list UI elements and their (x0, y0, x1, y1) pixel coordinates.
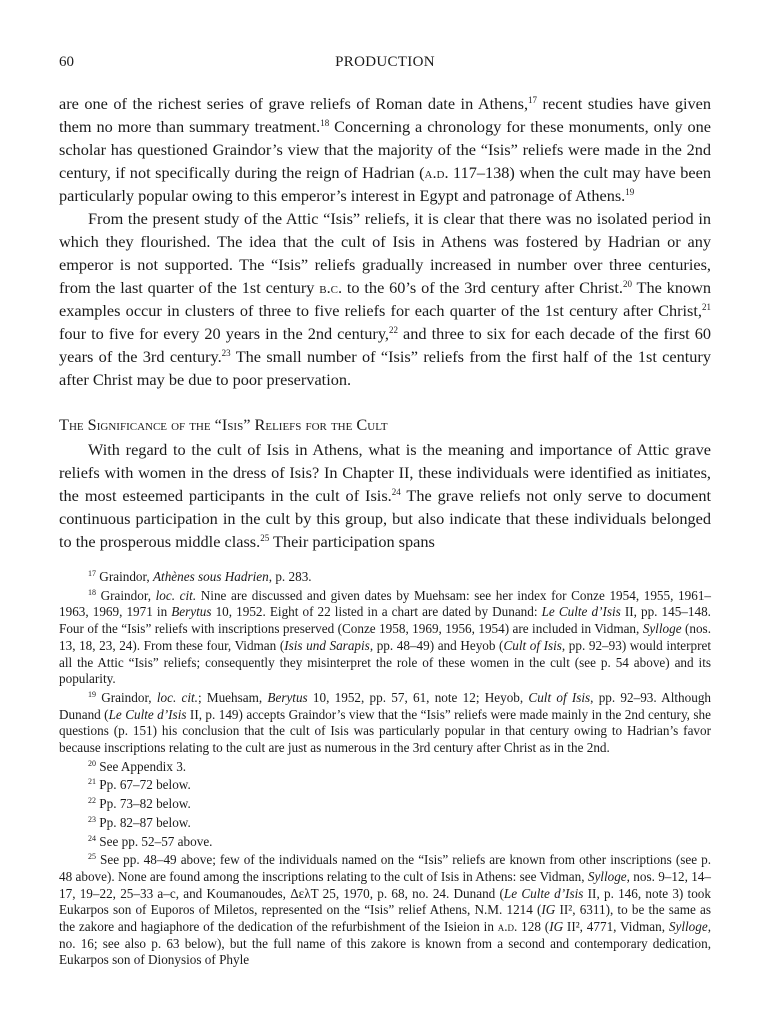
footnote-text: 10, 1952. Eight of 22 listed in a chart are dated by Dunand: (211, 604, 542, 620)
footnotes (59, 569, 711, 969)
footnote-text: See Appendix 3. (96, 758, 187, 774)
footnote-23 (59, 815, 711, 832)
footnote-ref-23[interactable]: 23 (221, 348, 231, 358)
section-heading: The Significance of the “Isis” Reliefs for the Cult (59, 415, 388, 434)
footnote-text: See pp. 52–57 above. (96, 833, 213, 849)
paragraph-1 (59, 92, 711, 207)
footnote-text: See pp. 48–49 above; few of the individuals named on the “Isis” reliefs are known from other inscriptions (see p. 48 above). None are found among the inscriptions relating to the cult of Isis in Athens: see Vidman, (59, 852, 711, 884)
paragraph-3 (59, 438, 711, 553)
footnote-text: Pp. 82–87 below. (96, 814, 191, 830)
footnote-title: Sylloge (587, 868, 627, 884)
footnote-text: , no. 16; see also p. 63 below), but the full name of this zakore is known from a second and contemporary dedication, Eukarpos son of Dionysios of Phyle (59, 919, 711, 968)
footnote-title: Le Culte d’Isis (503, 885, 584, 901)
p2-text-2: to the 60’s of the 3rd century after Christ. (342, 278, 623, 297)
footnote-ref-25[interactable]: 25 (260, 533, 270, 543)
footnote-text: , nos. 9–12, 14–17, 19–22, 25–33 a–c, and Koumanoudes, ΔελΤ 25, 1970, p. 68, no. 24. Dunand ( (59, 868, 711, 901)
footnote-ref-22[interactable]: 22 (389, 325, 398, 335)
era-bc: b.c. (319, 278, 343, 297)
footnote-17 (59, 569, 711, 586)
footnote-ref-21[interactable]: 21 (702, 302, 711, 312)
footnote-ref-19[interactable]: 19 (625, 187, 635, 197)
footnote-ref-17[interactable]: 17 (528, 95, 538, 105)
footnote-number: 23 (88, 814, 96, 824)
footnote-title: IG (549, 919, 564, 935)
footnote-number: 22 (88, 796, 96, 806)
era-ad: a.d. (497, 919, 518, 935)
footnote-text: Graindor, (96, 689, 157, 705)
p3-text-1: With regard to the cult of Isis in Athens, what is the meaning and importance of Attic grave reliefs with women in the dress of Isis? In Chapter II, these individuals were identified as initiates, the most esteemed participants in the cult of Isis. (59, 440, 711, 505)
footnote-text: 10, 1952, pp. 57, 61, note 12; Heyob, (307, 689, 529, 705)
footnote-number: 21 (88, 777, 96, 787)
p2-text-6: The small number of “Isis” reliefs from the first half of the 1st century after Christ may be due to poor preservation. (59, 347, 711, 389)
footnote-title: Athènes sous Hadrien (152, 569, 269, 584)
p1-text-3: Concerning a chronology for these monuments, only one scholar has questioned Graindor’s view that the majority of the “Isis” reliefs were made in the 2nd century, if not specifically during the reign of Hadrian ( (59, 117, 712, 182)
footnote-text: Pp. 73–82 below. (96, 796, 191, 812)
footnote-ref-20[interactable]: 20 (622, 279, 632, 289)
footnote-title: Sylloge (668, 919, 708, 935)
book-page (59, 54, 711, 969)
footnote-title: loc. cit. (155, 587, 197, 603)
running-header (59, 54, 711, 76)
footnote-number: 24 (88, 833, 96, 843)
p1-text-4: 117–138) when the cult may have been particularly popular owing to this emperor’s interest in Egypt and patronage of Athens. (59, 163, 711, 205)
footnote-24 (59, 834, 711, 851)
footnote-title: loc. cit. (156, 689, 198, 705)
footnote-text: , pp. 92–93. Although Dunand ( (59, 689, 712, 722)
footnote-title: Berytus (267, 689, 308, 705)
p2-text-4: four to five for every 20 years in the 2nd century, (59, 324, 389, 343)
footnote-text: , pp. 48–49) and Heyob ( (369, 637, 504, 653)
footnote-20 (59, 759, 711, 776)
era-ad: a.d. (424, 163, 449, 182)
footnote-19 (59, 690, 711, 757)
footnote-text: Graindor, (96, 587, 156, 603)
footnote-ref-24[interactable]: 24 (391, 487, 401, 497)
footnote-text: II, pp. 145–148. Four of the “Isis” reliefs with inscriptions preserved (Conze 1958, 1969, 1956, 1954) are included in Vidman, (59, 604, 711, 637)
footnote-number: 19 (88, 689, 96, 699)
page-number: 60 (59, 54, 74, 70)
footnote-text: Graindor, (96, 569, 153, 584)
footnote-text: , p. 283. (268, 569, 312, 584)
footnote-text: Nine are discussed and given dates by Muehsam: see her index for Conze 1954, 1955, 1961–1963, 1969, 1971 in (59, 587, 712, 620)
footnote-text: II, p. 146, note 3) took Eukarpos son of Euporos of Miletos, represented on the “Isis” relief Athens, N.M. 1214 ( (59, 885, 711, 918)
p3-text-3: Their participation spans (269, 532, 435, 551)
p1-text-2: recent studies have given them no more than summary treatment. (59, 94, 711, 136)
footnote-text: ; Muehsam, (197, 689, 268, 705)
footnote-text: 128 ( (517, 919, 550, 935)
footnote-text: II, p. 149) accepts Graindor’s view that the “Isis” reliefs were made mainly in the 2nd century, she questions (p. 151) his conclusion that the cult of Isis was particularly popular in that century owing to Hadrian’s favor because inscriptions relating to the cult are just as numerous in the 3rd century after Christ as in the 2nd. (59, 706, 711, 756)
p2-text-5: and three to six for each decade of the first 60 years of the 3rd century. (59, 324, 712, 366)
footnote-title: Cult of Isis (503, 637, 562, 653)
p2-text-3: The known examples occur in clusters of three to five reliefs for each quarter of the 1st century after Christ, (59, 278, 711, 320)
paragraph-2 (59, 207, 711, 391)
footnote-text: II², 6311), to be the same as the zakore and hagiaphore of the dedication of the refurbishment of the Isieion in (59, 902, 711, 935)
footnote-title: Cult of Isis (528, 689, 591, 705)
footnote-title: Isis und Sarapis (284, 637, 370, 653)
main-text (59, 92, 711, 553)
footnote-ref-18[interactable]: 18 (320, 118, 330, 128)
p3-text-2: The grave reliefs not only serve to document continuous participation in the cult by this group, but also indicate that these individuals belonged to the prosperous middle class. (59, 486, 711, 551)
footnote-21 (59, 777, 711, 794)
footnote-title: IG (541, 902, 556, 918)
footnote-number: 25 (88, 852, 96, 862)
footnote-title: Le Culte d’Isis (541, 604, 621, 620)
footnote-text: Pp. 67–72 below. (96, 777, 191, 793)
running-title: PRODUCTION (335, 54, 435, 70)
footnote-title: Sylloge (642, 621, 682, 637)
footnote-text: (nos. 13, 18, 23, 24). From these four, Vidman ( (59, 621, 711, 653)
p1-text-1: are one of the richest series of grave reliefs of Roman date in Athens, (59, 94, 529, 113)
footnote-18 (59, 588, 711, 688)
footnote-number: 18 (88, 587, 96, 597)
footnote-title: Le Culte d’Isis (108, 706, 187, 722)
footnote-text: , pp. 92–93) would interpret all the Attic “Isis” reliefs; consequently they misinterpret the role of these women in the cult (see p. 54 above) and its popularity. (59, 637, 712, 687)
footnote-number: 20 (88, 758, 96, 768)
footnote-25 (59, 852, 711, 969)
footnote-text: II², 4771, Vidman, (563, 919, 669, 935)
footnote-22 (59, 796, 711, 813)
footnote-number: 17 (88, 569, 96, 578)
footnote-title: Berytus (171, 604, 212, 620)
p2-text-1: From the present study of the Attic “Isis” reliefs, it is clear that there was no isolated period in which they flourished. The idea that the cult of Isis in Athens was fostered by Hadrian or any emperor is not supported. The “Isis” reliefs gradually increased in number over three centuries, from the last quarter of the 1st century (59, 209, 711, 297)
